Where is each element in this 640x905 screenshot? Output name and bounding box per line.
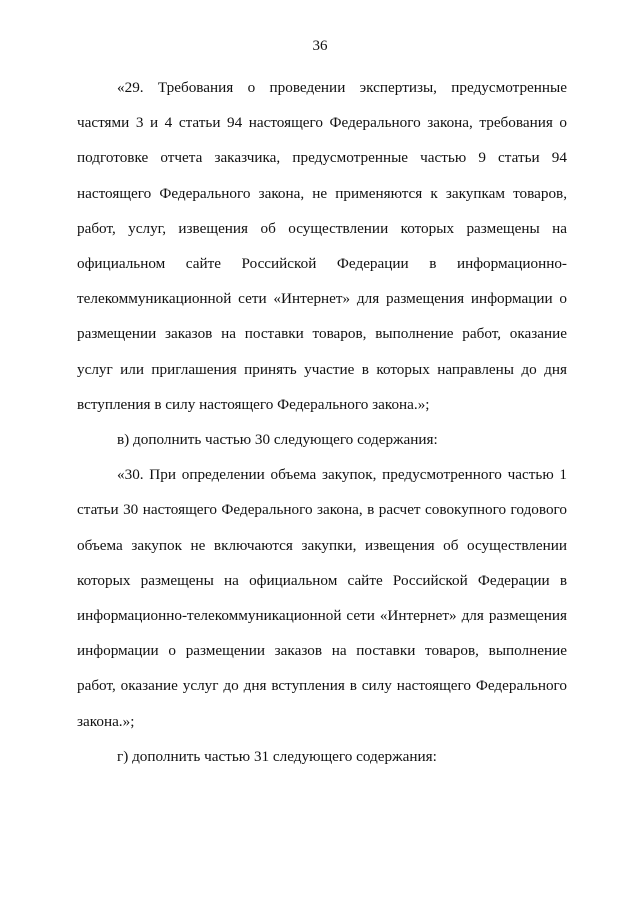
text-line: размещении заказов на поставки товаров, выполнение работ, оказание [77,325,567,343]
paragraph-item-g [77,739,567,774]
text-line: работ, услуг, извещения об осуществлении которых размещены на [77,219,567,237]
paragraph-item-29 [77,70,567,422]
paragraph-item-v [77,422,567,457]
text-line: г) дополнить частью 31 следующего содержания: [117,747,437,765]
text-line: вступления в силу настоящего Федерального закона.»; [77,395,430,413]
text-line: официальном сайте Российской Федерации в информационно- [77,255,567,273]
page-number: 36 [312,38,328,54]
text-line: подготовке отчета заказчика, предусмотренные частью 9 статьи 94 [77,149,567,167]
text-line: в) дополнить частью 30 следующего содержания: [117,431,438,449]
text-line: частями 3 и 4 статьи 94 настоящего Федерального закона, требования о [77,114,567,132]
text-line: которых размещены на официальном сайте Российской Федерации в [77,571,567,589]
document-body [77,70,567,774]
text-line: услуг или приглашения принять участие в которых направлены до дня [77,360,567,378]
text-line: информационно-телекоммуникационной сети «Интернет» для размещения [77,607,567,625]
text-line: объема закупок не включаются закупки, извещения об осуществлении [77,536,567,554]
text-line: «29. Требования о проведении экспертизы, предусмотренные [117,79,567,96]
text-line: работ, оказание услуг до дня вступления в силу настоящего Федерального [77,677,567,695]
text-line: настоящего Федерального закона, не применяются к закупкам товаров, [77,184,567,202]
text-line: закона.»; [77,712,135,730]
text-line: «30. При определении объема закупок, предусмотренного частью 1 [117,466,567,484]
text-line: информации о размещении заказов на поставки товаров, выполнение [77,642,567,660]
text-line: телекоммуникационной сети «Интернет» для размещения информации о [77,290,567,308]
paragraph-item-30 [77,457,567,739]
text-line: статьи 30 настоящего Федерального закона, в расчет совокупного годового [77,501,567,519]
